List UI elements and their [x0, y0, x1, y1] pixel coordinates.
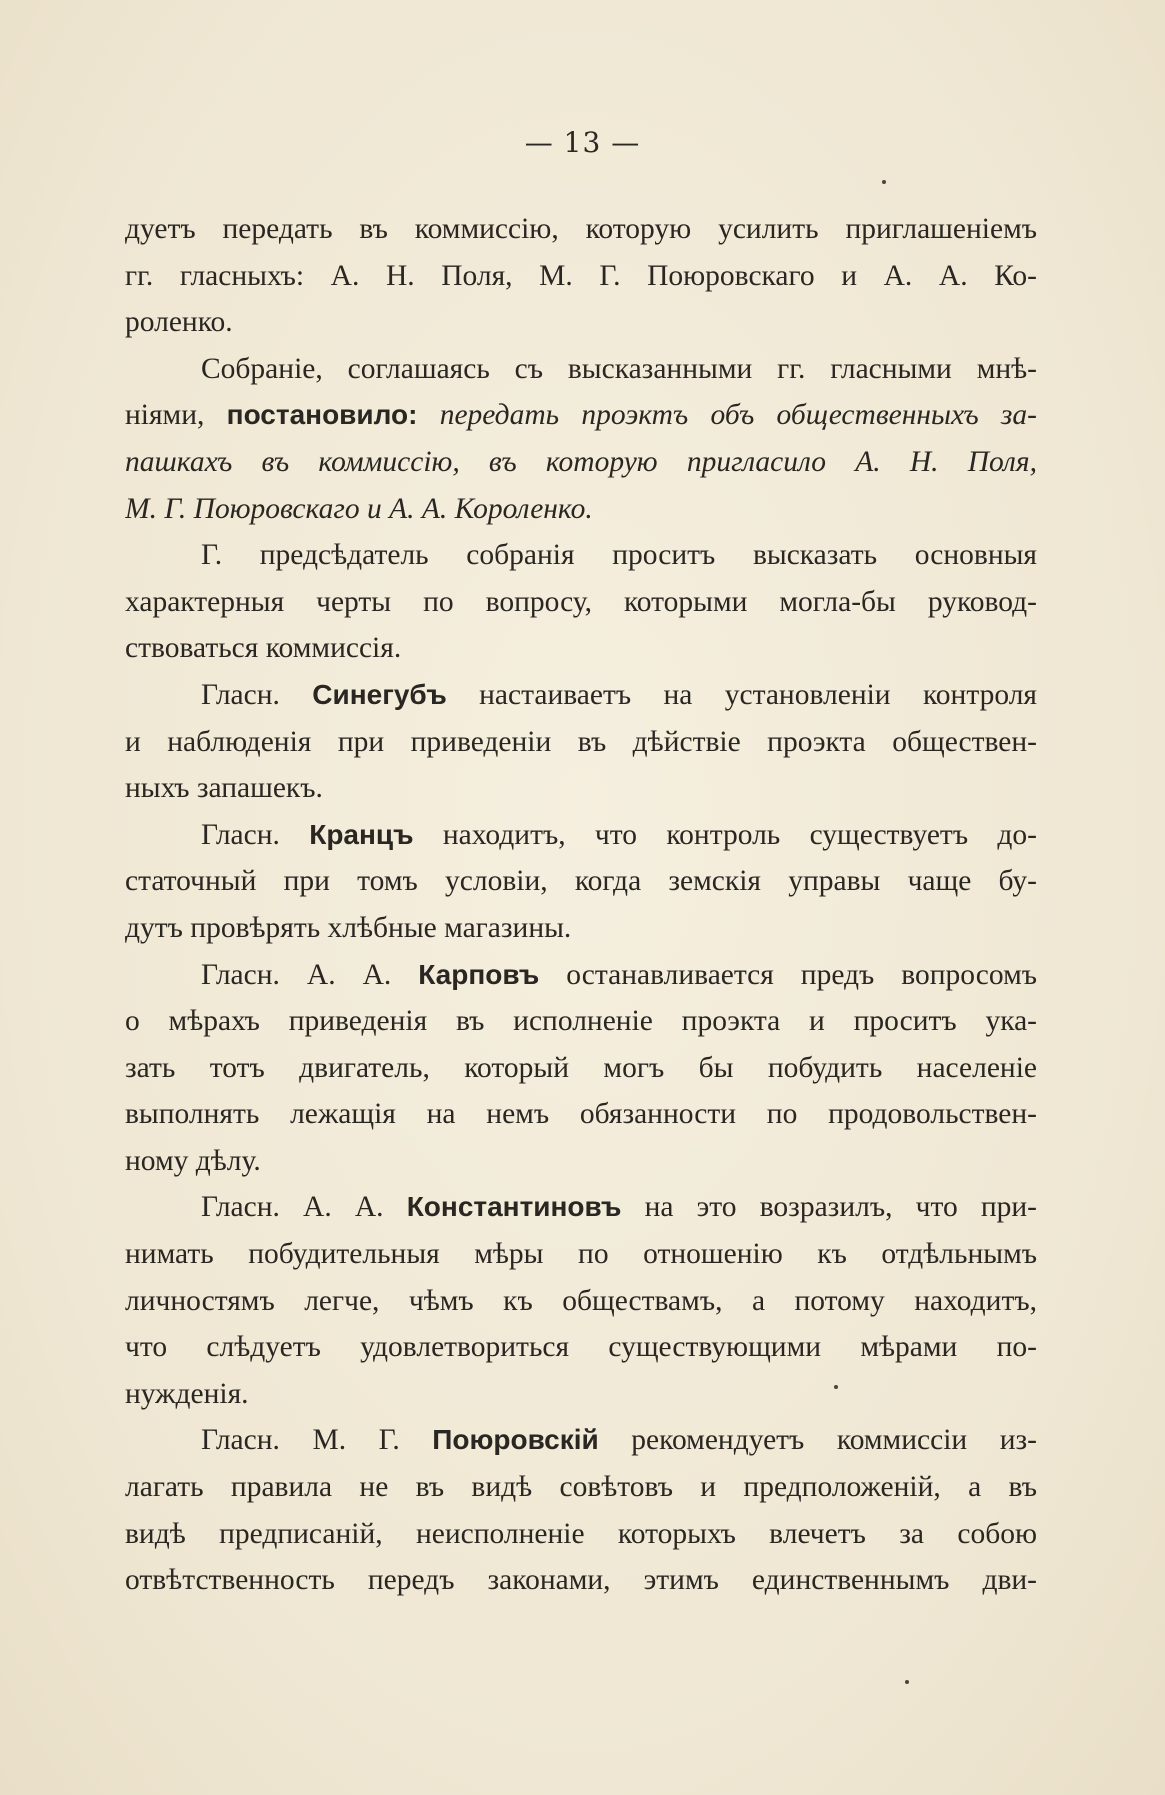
- line-text: Гласн.: [201, 818, 310, 851]
- line-text: рекомендуетъ коммиссіи из-: [598, 1424, 1037, 1457]
- line-text: Гласн. А. А.: [201, 1191, 407, 1224]
- line-text: ствоваться коммиссія.: [125, 632, 402, 665]
- line-text: статочный при томъ условіи, когда земскія управы чаще бу-: [125, 865, 1037, 898]
- text-line: [125, 1184, 1037, 1231]
- text-line: [125, 1231, 1037, 1278]
- text-line: [125, 952, 1037, 999]
- text-line: [125, 532, 1037, 579]
- line-text: о мѣрахъ приведенія въ исполненіе проэкта и проситъ ука-: [125, 1005, 1037, 1038]
- text-line: [125, 625, 1037, 672]
- line-text: ному дѣлу.: [125, 1144, 261, 1177]
- line-text: дутъ провѣрять хлѣбные магазины.: [125, 911, 572, 944]
- text-line: [125, 1511, 1037, 1558]
- text-line: [125, 858, 1037, 905]
- line-text: находитъ, что контроль существуетъ до-: [413, 818, 1037, 851]
- resolution-text: передать проэктъ объ общественныхъ за-: [417, 399, 1037, 432]
- line-text: роленко.: [125, 306, 233, 339]
- text-line: [125, 486, 1037, 533]
- text-line: [125, 253, 1037, 300]
- resolution-text: пашкахъ въ коммиссію,: [125, 445, 489, 478]
- line-text: Гласн.: [201, 678, 313, 711]
- line-text: Гласн. М. Г.: [201, 1424, 433, 1457]
- text-line: [125, 812, 1037, 859]
- line-text: на это возразилъ, что при-: [621, 1191, 1037, 1224]
- speaker-name: Синегубъ: [312, 678, 447, 710]
- speaker-name: Карповъ: [418, 958, 540, 990]
- text-line: [125, 765, 1037, 812]
- line-text: ніями,: [125, 399, 227, 432]
- ink-speck: [882, 180, 886, 184]
- line-text: Гласн. А. А.: [201, 958, 419, 991]
- text-line: [125, 1091, 1037, 1138]
- text-line: [125, 346, 1037, 393]
- text-line: [125, 1371, 1037, 1418]
- text-line: [125, 1278, 1037, 1325]
- text-line: [125, 719, 1037, 766]
- text-line: [125, 299, 1037, 346]
- text-line: [125, 905, 1037, 952]
- line-text: настаиваетъ на установленіи контроля: [446, 678, 1037, 711]
- ink-speck: [834, 1385, 838, 1389]
- text-line: [125, 1045, 1037, 1092]
- line-text: останавливается предъ вопросомъ: [539, 958, 1037, 991]
- line-text: зать тотъ двигатель, который могъ бы побудить населеніе: [125, 1051, 1037, 1084]
- line-text: и наблюденія при приведеніи въ дѣйствіе проэкта обществен-: [125, 725, 1037, 758]
- ink-speck: [905, 1680, 909, 1684]
- text-line: [125, 1557, 1037, 1604]
- line-text: Собраніе, соглашаясь съ высказанными гг. гласными мнѣ-: [201, 352, 1037, 385]
- body-text: [125, 206, 1037, 1604]
- line-text: личностямъ легче, чѣмъ къ обществамъ, а потому находитъ,: [125, 1284, 1037, 1317]
- resolution-text: М. Г. Поюровскаго и А. А. Короленко.: [125, 492, 593, 525]
- line-text: отвѣтственность передъ законами, этимъ единственнымъ дви-: [125, 1564, 1037, 1597]
- text-line: [125, 439, 1037, 486]
- line-text: нимать побудительныя мѣры по отношенію къ отдѣльнымъ: [125, 1238, 1037, 1271]
- text-line: [125, 579, 1037, 626]
- line-text: дуетъ передать въ коммиссію, которую усилить приглашеніемъ: [125, 213, 1037, 245]
- text-line: [125, 1464, 1037, 1511]
- text-line: [125, 1417, 1037, 1464]
- speaker-name: Константиновъ: [406, 1191, 622, 1223]
- line-text: лагать правила не въ видѣ совѣтовъ и предположеній, а въ: [125, 1471, 1037, 1504]
- line-text: выполнять лежащія на немъ обязанности по продовольствен-: [125, 1098, 1037, 1131]
- line-text: нужденія.: [125, 1377, 249, 1410]
- line-text: что слѣдуетъ удовлетвориться существующими мѣрами по-: [125, 1331, 1037, 1364]
- text-line: [125, 1138, 1037, 1185]
- text-line: [125, 998, 1037, 1045]
- text-line: [125, 1324, 1037, 1371]
- line-text: ныхъ запашекъ.: [125, 772, 323, 805]
- speaker-name: Кранцъ: [309, 818, 414, 850]
- line-text: гг. гласныхъ: А. Н. Поля, М. Г. Поюровскаго и А. А. Ко-: [125, 259, 1037, 292]
- page-number: — 13 —: [524, 126, 641, 159]
- speaker-name: Поюровскій: [432, 1424, 599, 1456]
- line-text: Г. предсѣдатель собранія проситъ высказать основныя: [201, 539, 1037, 572]
- text-line: [125, 672, 1037, 719]
- resolution-text: въ которую пригласило А. Н. Поля,: [488, 445, 1037, 478]
- line-text: видѣ предписаній, неисполненіе которыхъ влечетъ за собою: [125, 1517, 1037, 1550]
- text-line: [125, 392, 1037, 439]
- speaker-name: постановило:: [226, 399, 418, 431]
- line-text: характерныя черты по вопросу, которыми могла-бы руковод-: [125, 585, 1037, 618]
- text-line: [125, 206, 1037, 253]
